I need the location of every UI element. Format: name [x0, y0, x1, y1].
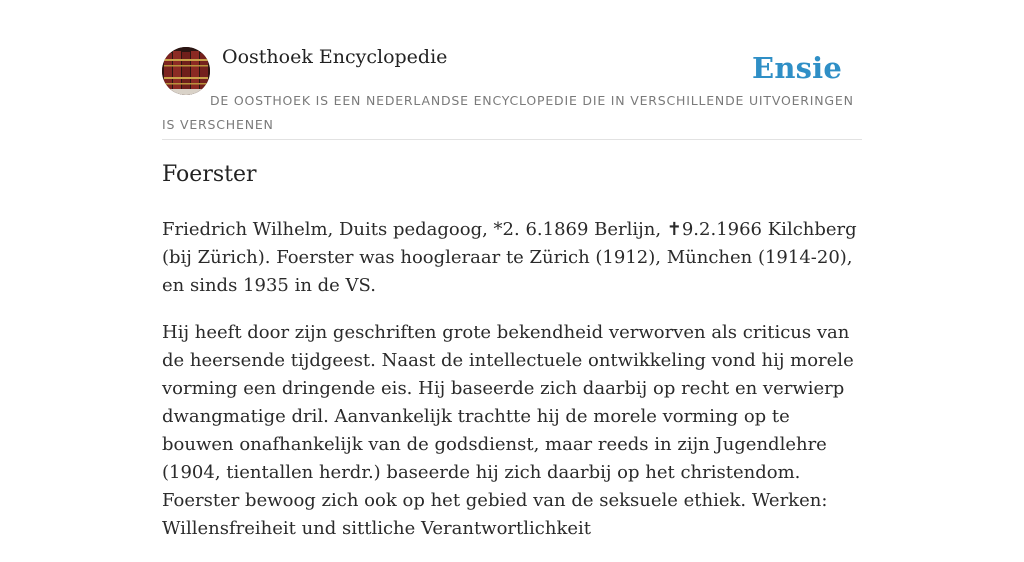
article-paragraph: Hij heeft door zijn geschriften grote bekendheid verworven als criticus van de heersende tijdgeest. Naast de intellectuele ontwikkeling vond hij morele vorming een dringende eis. Hij baseerde zich daarbij op recht en verwierp dwangmatige dril. Aanvankelijk trachtte hij de morele vorming op te bouwen onafhankelijk van de godsdienst, maar reeds in zijn Jugendlehre (1904, tientallen herdr.) baseerde hij zich daarbij op het christendom. Foerster bewoog zich ook op het gebied van de seksuele ethiek. Werken: Willensfreiheit und sittliche Verantwortlichkeit: [162, 322, 854, 539]
article-paragraph: Friedrich Wilhelm, Duits pedagoog, *2. 6.1869 Berlijn, ✝9.2.1966 Kilchberg (bij Zürich). Foerster was hoogleraar te Zürich (1912), München (1914-20), en sinds 1935 in de VS.: [162, 219, 857, 296]
publication-tagline: DE OOSTHOEK IS EEN NEDERLANDSE ENCYCLOPEDIE DIE IN VERSCHILLENDE UITVOERINGEN IS VERSCHENEN: [162, 93, 854, 132]
publication-avatar[interactable]: [162, 47, 210, 95]
publication-header: [162, 0, 862, 140]
brand-logo[interactable]: Ensie: [752, 51, 842, 85]
page: [162, 0, 862, 539]
publication-name[interactable]: Oosthoek Encyclopedie: [222, 46, 448, 68]
book-spines-icon: [162, 47, 210, 95]
article-body: [162, 216, 862, 562]
article-title: Foerster: [162, 162, 257, 187]
